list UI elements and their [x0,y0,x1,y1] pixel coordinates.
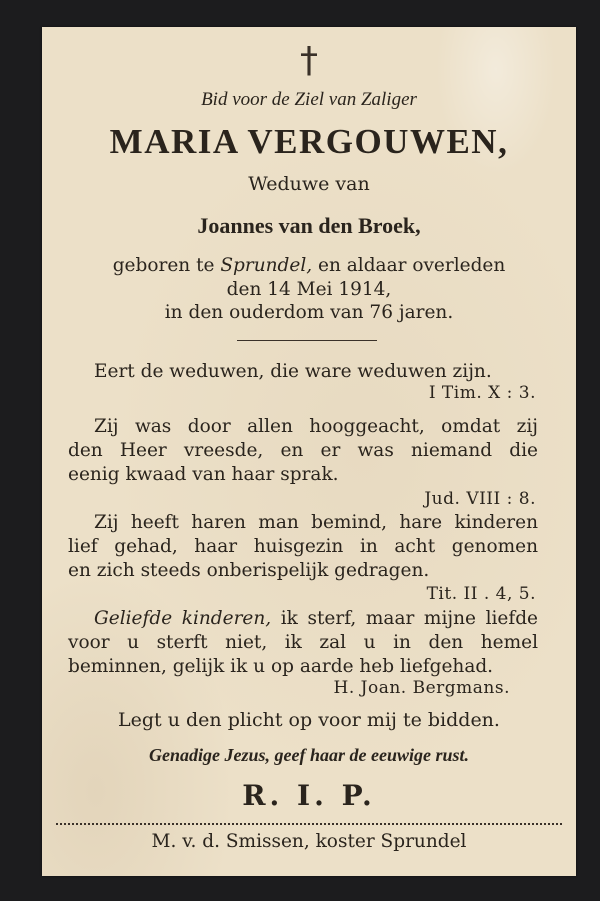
rip-text: R. I. P. [242,779,376,812]
deceased-name: MARIA VERGOUWEN, [109,122,509,161]
verse-line: Zij was door allen hooggeacht, omdat zij [94,416,538,437]
born-suffix: en aldaar overleden [312,255,506,276]
verse-line: den Heer vreesde, en er was niemand die [68,440,538,461]
born-prefix: geboren te [112,255,221,276]
verse-line: beminnen, gelijk ik u op aarde heb liefgehad. [68,656,494,677]
cross-icon: † [300,40,318,81]
verse-line: voor u sterft niet, ik zal u in den hemel [68,632,538,653]
verse-line: eenig kwaad van haar sprak. [68,464,339,485]
husband-name: Joannes van den Broek, [197,213,421,238]
age-line: in den ouderdom van 76 jaren. [164,302,454,323]
widow-of-label: Weduwe van [248,173,370,195]
verse-1-reference: I Tim. X : 3. [428,383,536,403]
verse-line: en zich steeds onberispelijk gedragen. [68,560,430,581]
verse-rest: ik sterf, maar mijne liefde [271,608,538,629]
verse-2 [68,415,538,487]
verse-1 [68,360,538,384]
prayer-intro: Bid voor de Ziel van Zaliger [201,89,417,110]
closing-prayer: Genadige Jezus, geef haar de eeuwige rust. [149,745,469,765]
verse-line: Zij heeft haren man bemind, hare kinderen [94,512,538,533]
birth-line [42,255,576,276]
verse-line: lief gehad, haar huisgezin in acht genomen [68,536,538,557]
verse-4 [68,607,538,679]
verse-line: Eert de weduwen, die ware weduwen zijn. [94,361,492,382]
verse-3-reference: Tit. II . 4, 5. [426,584,536,604]
verse-3 [68,511,538,583]
prayer-request: Legt u den plicht op voor mij te bidden. [118,709,500,731]
verse-2-reference: Jud. VIII : 8. [424,489,536,509]
verse-italic: Geliefde kinderen, [94,608,272,629]
printer-credit: M. v. d. Smissen, koster Sprundel [151,831,467,852]
short-divider [237,340,377,341]
verse-4-reference: H. Joan. Bergmans. [333,678,510,698]
verse-line [68,607,538,631]
birth-place: Sprundel, [220,255,313,276]
dotted-divider [56,823,562,825]
death-date: den 14 Mei 1914, [226,279,392,300]
memorial-card [42,27,576,876]
